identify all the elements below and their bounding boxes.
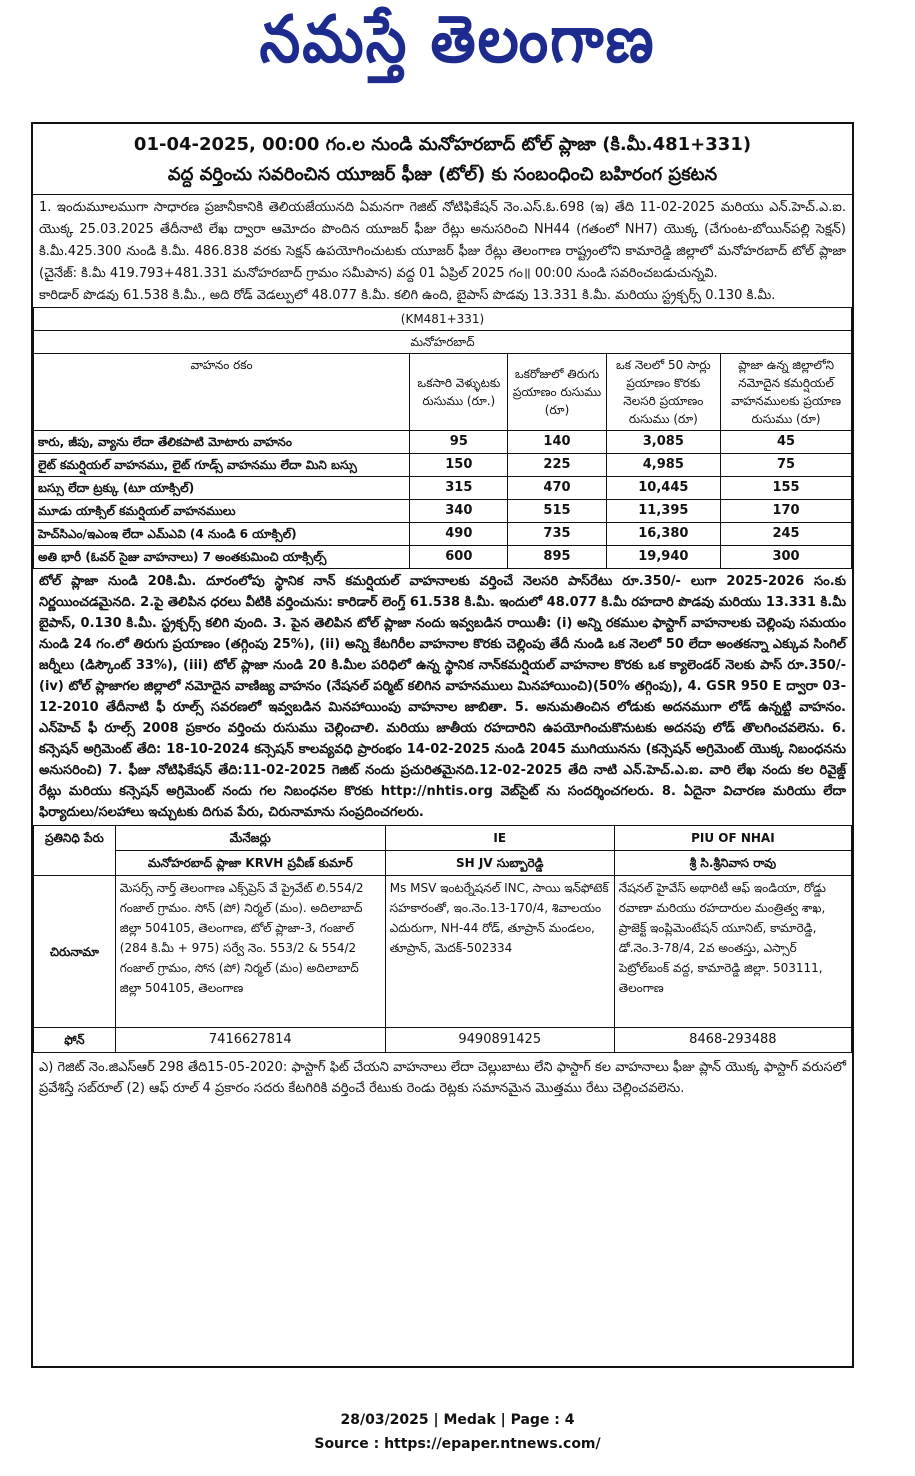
piu-label: PIU OF NHAI xyxy=(614,826,851,851)
return-fee: 895 xyxy=(508,546,606,569)
table-row xyxy=(34,477,852,500)
manager-phone: 7416627814 xyxy=(115,1028,385,1053)
piu-phone: 8468-293488 xyxy=(614,1028,851,1053)
single-fee: 490 xyxy=(410,523,508,546)
col-header-return: ఒకరోజులో తిరుగు ప్రయాణం రుసుము (రూ) xyxy=(508,354,606,431)
local-fee: 155 xyxy=(721,477,852,500)
source-line: Source : https://epaper.ntnews.com/ xyxy=(314,1436,601,1452)
notice-title-line2: వద్ద వర్తించు సవరించిన యూజర్ ఫీజు (టోల్) కు సంబంధించి బహిరంగ ప్రకటన xyxy=(167,164,718,185)
table-row xyxy=(34,523,852,546)
monthly-fee: 16,380 xyxy=(606,523,721,546)
piu-address: నేషనల్ హైవేస్ అథారిటీ ఆఫ్ ఇండియా, రోడ్డు రవాణా మరియు రహదారుల మంత్రిత్వ శాఖ, ప్రాజెక్ట్ ఇంప్లిమెంటేషన్ యూనిట్, కామారెడ్డి, డో.నెం.3-78/4, 2వ అంతస్తు, ఎస్సార్ పెట్రోల్‌బంక్ వద్ద, కామారెడ్డి జిల్లా. 503111, తెలంగాణ xyxy=(614,876,851,1028)
masthead xyxy=(0,0,915,100)
monthly-fee: 10,445 xyxy=(606,477,721,500)
single-fee: 95 xyxy=(410,431,508,454)
local-fee: 45 xyxy=(721,431,852,454)
col-header-local: ప్లాజా ఉన్న జిల్లాలోని నమోదైన కమర్షియల్ వాహనములకు ప్రయాణ రుసుము (రూ) xyxy=(721,354,852,431)
single-fee: 340 xyxy=(410,500,508,523)
vehicle-type: బస్సు లేదా ట్రక్కు (టూ యాక్సిల్) xyxy=(34,477,410,500)
local-fee: 245 xyxy=(721,523,852,546)
manager-address: మెసర్స్ నార్త్ తెలంగాణ ఎక్స్‌ప్రెస్ వే ప్రైవేట్ లి.554/2 గంజాల్ గ్రామం. సోన్ (పో) నిర్మల్ (మం). అదిలాబాద్ జిల్లా 504105, తెలంగాణ, టోల్ ప్లాజా-3, గంజాల్ (284 కి.మీ + 975) సర్వే నెం. 553/2 & 554/2 గంజాల్ గ్రామం, సోన (పో) నిర్మల్ (మం) అదిలాబాద్ జిల్లా 504105, తెలంగాణ xyxy=(115,876,385,1028)
plaza-code: (KM481+331) xyxy=(34,308,852,331)
local-fee: 300 xyxy=(721,546,852,569)
return-fee: 735 xyxy=(508,523,606,546)
monthly-fee: 4,985 xyxy=(606,454,721,477)
notice-heading xyxy=(33,124,852,195)
return-fee: 515 xyxy=(508,500,606,523)
table-row xyxy=(34,431,852,454)
vehicle-type: అతి భారీ (ఓవర్ సైజు వాహనాలు) 7 అంతకుమించి యాక్సిల్స్ xyxy=(34,546,410,569)
table-row xyxy=(34,500,852,523)
monthly-fee: 3,085 xyxy=(606,431,721,454)
manager-label: మేనేజర్లు xyxy=(115,826,385,851)
single-fee: 600 xyxy=(410,546,508,569)
return-fee: 225 xyxy=(508,454,606,477)
monthly-fee: 19,940 xyxy=(606,546,721,569)
page-date-line: 28/03/2025 | Medak | Page : 4 xyxy=(340,1412,575,1428)
ie-address: Ms MSV ఇంటర్నేషనల్ INC, సాయి ఇన్‌ఫోటెక్ సహకారంతో, ఇం.నెం.13-170/4, శివాలయం ఎదురుగా, NH-44 రోడ్, తూప్రాన్ మండలం, తూప్రాన్, మెదక్-502334 xyxy=(385,876,614,1028)
piu-name: శ్రీ సి.శ్రీనివాస రావు xyxy=(614,851,851,876)
vehicle-type: కారు, జీపు, వ్యాను లేదా తేలికపాటి మోటారు వాహనం xyxy=(34,431,410,454)
corridor-paragraph: కారిడార్ పొడవు 61.538 కి.మీ., అది రోడ్ వెడల్పులో 48.077 కి.మీ. కలిగి ఉంది, బైపాస్ పొడవు 13.331 కి.మీ. మరియు స్ట్రక్చర్స్ 0.130 కి.మీ. xyxy=(39,288,776,303)
notice-terms xyxy=(33,569,852,825)
return-fee: 470 xyxy=(508,477,606,500)
col-header-monthly: ఒక నెలలో 50 సార్లు ప్రయాణం కొరకు నెలసరి ప్రయాణం రుసుము (రూ) xyxy=(606,354,721,431)
table-row xyxy=(34,546,852,569)
local-fee: 170 xyxy=(721,500,852,523)
return-fee: 140 xyxy=(508,431,606,454)
contacts-table xyxy=(33,825,852,1053)
vehicle-type: లైట్ కమర్షియల్ వాహనము, లైట్ గూడ్స్ వాహనము లేదా మిని బస్సు xyxy=(34,454,410,477)
newspaper-logo: నమస్తే తెలంగాణ xyxy=(259,1,656,78)
notice-intro xyxy=(33,195,852,307)
terms-paragraph: టోల్ ప్లాజా నుండి 20కి.మీ. దూరంలోపు స్థానిక నాన్ కమర్షియల్ వాహనాలకు వర్తించే నెలసరి పాస్‌రేటు రూ.350/- లుగా 2025-2026 సం.కు నిర్ణయించడమైనది. 2.పై తెలిపిన ధరలు వీటికి వర్తించును: కారిడార్ లెంగ్త్ 61.538 కి.మీ. ఇందులో 48.077 కి.మీ రహదారి పొడవు మరియు 13.331 కి.మీ బైపాస్, 0.130 కి.మీ. స్ట్రక్చర్స్ కలిగి వుంది. 3. పైన తెలిపిన టోల్ ప్లాజా నందు ఇవ్వబడిన రాయితీ: (i) అన్ని రకముల ఫాస్టాగ్ వాహనాలకు చెల్లింపు సమయం నుండి 24 గం.లో తిరుగు ప్రయాణం (తగ్గింపు 25%), (ii) అన్ని కేటగిరీల వాహనాల కొరకు చెల్లింపు తేదీ నుండి ఒక నెలలో 50 లేదా అంతకన్నా ఎక్కువ సింగిల్ జర్నీలు (డిస్కౌంట్ 33%), (iii) టోల్ ప్లాజా నుండి 20 కి.మీల పరిధిలో ఉన్న స్థానిక నాన్‌కమర్షియల్ వాహనాల కొరకు ఒక క్యాలెండర్ నెలకు పాస్ రూ.350/- (iv) టోల్ ప్లాజాగల జిల్లాలో నమోదైన వాణిజ్య వాహనం (నేషనల్ పర్మిట్ కలిగిన వాహనములు మినహాయించి)(50% తగ్గింపు), 4. GSR 950 E ద్వారా 03-12-2010 తేదీనాటి ఫీ రూల్స్ సవరణలో ఇవ్వబడిన మినహాయింపు వాహనాల జాబితా. 5. అనుమతించిన లోడుకు అదనముగా లోడ్ ఉన్నట్టి వాహనం. ఎన్‌హెచ్ ఫీ రూల్స్ 2008 ప్రకారం వర్తించు రుసుము చెల్లించాలి. మరియు జాతీయ రహదారిని ఉపయోగించుకొనుటకు అదనపు లోడ్ తొలగించవలెను. 6. కన్సెషన్ అగ్రిమెంట్ తేది: 18-10-2024 కన్సెషన్ కాలవ్యవధి ప్రారంభం 14-02-2025 నుండి 2045 ముగియునను (కన్సెషన్ అగ్రిమెంట్ యొక్క నిబంధనను అనుసరించి) 7. ఫీజు నోటిఫికేషన్ తేది:11-02-2025 గెజిట్ నందు ప్రచురితమైనది.12-02-2025 తేది నాటి ఎన్.హెచ్.ఎ.ఐ. వారి లేఖ నందు కల రివైజ్డ్ రేట్లు మరియు కన్సెషన్ అగ్రిమెంట్ నందు గల నిబంధనల కొరకు http://nhtis.org వెబ్‌సైట్ ను సందర్శించగలరు. 8. ఏదైనా విచారణ మరియు లేదా ఫిర్యాదులు/సలహాలు ఇచ్చుటకు దిగువ పేరు, చిరునామాను సంప్రదించగలరు. xyxy=(39,574,846,820)
table-row xyxy=(34,454,852,477)
fastag-footnote: ఎ) గెజిట్ నెం.జిఎస్ఆర్ 298 తేది15-05-2020: ఫాస్టాగ్ ఫిట్ చేయని వాహనాలు లేదా చెల్లుబాటు లేని ఫాస్టాగ్ కల వాహనాలు ఫీజు ప్లాన్ యొక్క ఫాస్టాగ్ వరుసలో ప్రవేశిస్తే సబ్‌రూల్ (2) ఆఫ్ రూల్ 4 ప్రకారం సదరు కేటగిరికి వర్తించే రేటుకు రెండు రెట్లకు సమానమైన మొత్తము రేటు చెల్లించవలెను. xyxy=(39,1060,846,1096)
single-fee: 315 xyxy=(410,477,508,500)
address-label: చిరునామా xyxy=(34,876,116,1028)
rep-label: ప్రతినిధి పేరు xyxy=(34,826,116,876)
vehicle-type: హెచ్‌సిఎం/ఇఎంఇ లేదా ఎమ్ఎవి (4 నుండి 6 యాక్సిల్) xyxy=(34,523,410,546)
notice-title-line1: 01-04-2025, 00:00 గం.ల నుండి మనోహరబాద్ టోల్ ప్లాజా (కి.మీ.481+331) xyxy=(133,134,752,155)
vehicle-type: మూడు యాక్సిల్ కమర్షియల్ వాహనములు xyxy=(34,500,410,523)
toll-rate-table xyxy=(33,307,852,569)
ie-phone: 9490891425 xyxy=(385,1028,614,1053)
intro-paragraph: 1. ఇందుమూలముగా సాధారణ ప్రజానీకానికి తెలియజేయునది ఏమనగా గెజిట్ నోటిఫికేషన్ నెం.ఎస్.ఓ.698 (ఇ) తేది 11-02-2025 మరియు ఎన్.హెచ్.ఎ.ఐ. యొక్క 25.03.2025 తేదీనాటి లేఖ ద్వారా ఆమోదం పొందిన యూజర్ ఫీజు రేట్లు అనుసరించి NH44 (గతంలో NH7) యొక్క (చేగుంట-బోయిన్‌పల్లి సెక్షన్) కి.మీ.425.300 నుండి కి.మీ. 486.838 వరకు సెక్షన్ ఉపయోగించుటకు యూజర్ ఫీజు రేట్లు తెలంగాణ రాష్ట్రంలోని కామారెడ్డి జిల్లాలో మనోహరబాద్ టోల్ ప్లాజా (చైనేజ్: కి.మీ 419.793+481.331 మనోహరబాద్ గ్రామం సమీపాన) వద్ద 01 ఏప్రిల్ 2025 గం॥ 00:00 నుండి సవరించబడుచున్నవి. xyxy=(39,200,846,281)
col-header-single: ఒకసారి వెళ్ళుటకు రుసుము (రూ.) xyxy=(410,354,508,431)
ie-name: SH JV సుబ్బారెడ్డి xyxy=(385,851,614,876)
plaza-name: మనోహరబాద్ xyxy=(34,331,852,354)
manager-name: మనోహరబాద్ ప్లాజా KRVH ప్రవీణ్ కుమార్ xyxy=(115,851,385,876)
single-fee: 150 xyxy=(410,454,508,477)
public-notice xyxy=(31,122,854,1368)
local-fee: 75 xyxy=(721,454,852,477)
ie-label: IE xyxy=(385,826,614,851)
col-header-vehicle: వాహనం రకం xyxy=(34,354,410,431)
monthly-fee: 11,395 xyxy=(606,500,721,523)
phone-label: ఫోన్ xyxy=(34,1028,116,1053)
